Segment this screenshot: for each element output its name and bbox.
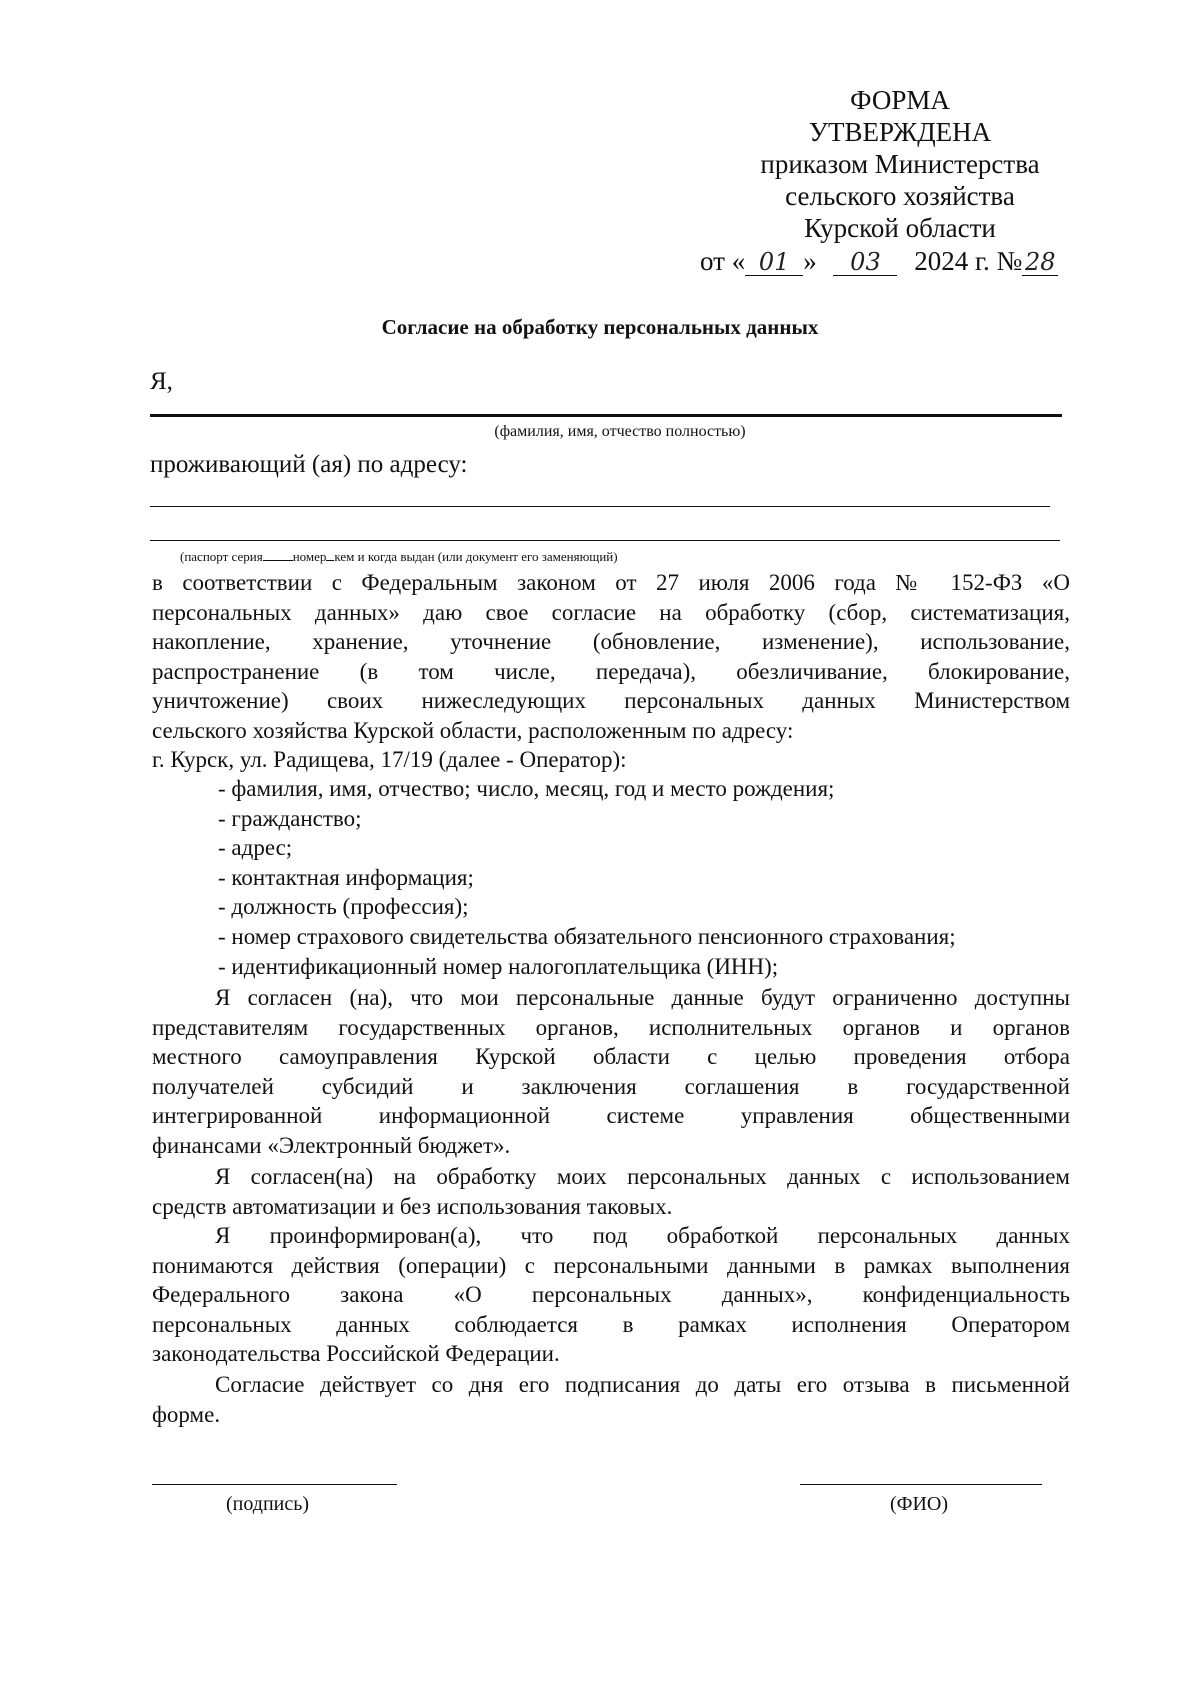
fio-line	[150, 414, 1062, 417]
date-day: 01	[745, 249, 803, 276]
paragraph-line: местного самоуправления Курской области с целью проведения отбора	[152, 1044, 1070, 1069]
passport-issued-label: кем и когда выдан (или документ его заменяющий)	[334, 549, 618, 564]
validity-paragraph	[152, 1370, 1070, 1429]
approval-line: Курской области	[804, 213, 996, 243]
list-item: - контактная информация;	[218, 864, 474, 890]
list-item: - гражданство;	[218, 805, 362, 831]
passport-series-blank	[263, 560, 293, 561]
paragraph-line: Я проинформирован(а), что под обработкой персональных данных	[215, 1223, 1070, 1248]
paragraph-line: Согласие действует со дня его подписания до даты его отзыва в письменной	[215, 1372, 1070, 1397]
paragraph-line: представителям государственных органов, исполнительных органов и органов	[152, 1014, 1070, 1040]
approval-line: приказом Министерства	[760, 149, 1040, 179]
paragraph-line: интегрированной информационной системе управления общественными	[152, 1103, 1070, 1128]
date-month: 03	[833, 249, 897, 276]
passport-series-label: (паспорт серия	[180, 549, 263, 564]
list-item: - фамилия, имя, отчество; число, месяц, год и место рождения;	[218, 776, 835, 801]
paragraph-line: понимаются действия (операции) с персональными данными в рамках выполнения	[152, 1252, 1070, 1278]
paragraph-line: средств автоматизации и без использования таковых.	[152, 1193, 673, 1219]
passport-caption	[180, 549, 618, 565]
paragraph-line: Я согласен (на), что мои персональные данные будут ограниченно доступны	[215, 985, 1070, 1010]
paragraph-line: Федерального закона «О персональных данных», конфиденциальность	[152, 1282, 1070, 1307]
document-title: Согласие на обработку персональных данных	[381, 315, 819, 339]
fio-signature-line	[800, 1484, 1042, 1485]
fio-caption: (фамилия, имя, отчество полностью)	[494, 423, 746, 440]
paragraph-line: персональных данных соблюдается в рамках исполнения Оператором	[152, 1311, 1070, 1337]
paragraph-line: в соответствии с Федеральным законом от 27 июля 2006 года № 152-ФЗ «О	[152, 570, 1070, 595]
personal-data-list	[218, 774, 956, 981]
paragraph-line: распространение (в том числе, передача), обезличивание, блокирование,	[152, 658, 1070, 684]
informed-paragraph	[152, 1221, 1070, 1369]
approval-date	[700, 246, 1058, 277]
intro-text: Я,	[150, 368, 173, 395]
paragraph-line: уничтожение) своих нижеследующих персональных данных Министерством	[152, 688, 1070, 713]
access-paragraph	[152, 983, 1070, 1160]
paragraph-line: финансами «Электронный бюджет».	[152, 1132, 511, 1158]
list-item: - идентификационный номер налогоплательщика (ИНН);	[218, 953, 779, 979]
approval-line: ФОРМА	[850, 85, 950, 115]
address-line-2	[150, 540, 1060, 541]
date-prefix: от «	[700, 246, 746, 276]
consent-paragraph	[152, 568, 1070, 775]
operator-address: г. Курск, ул. Радищева, 17/19 (далее - Оператор):	[152, 747, 627, 772]
signature-caption: (подпись)	[226, 1493, 310, 1515]
list-item: - должность (профессия);	[218, 894, 469, 920]
automation-paragraph	[152, 1162, 1070, 1221]
paragraph-line: получателей субсидий и заключения соглашения в государственной	[152, 1073, 1070, 1099]
address-label: проживающий (ая) по адресу:	[150, 451, 468, 478]
approval-line: УТВЕРЖДЕНА	[808, 117, 992, 147]
approval-line: сельского хозяйства	[785, 181, 1015, 211]
order-number: 28	[1022, 249, 1058, 276]
paragraph-line: сельского хозяйства Курской области, расположенным по адресу:	[152, 717, 794, 743]
address-line-1	[150, 506, 1050, 507]
paragraph-line: накопление, хранение, уточнение (обновление, изменение), использование,	[152, 629, 1070, 654]
list-item: - адрес;	[218, 835, 293, 861]
paragraph-line: Я согласен(на) на обработку моих персональных данных с использованием	[215, 1164, 1070, 1189]
paragraph-line: персональных данных» даю свое согласие на обработку (сбор, систематизация,	[152, 599, 1070, 625]
passport-number-label: номер	[292, 549, 327, 564]
paragraph-line: законодательства Российской Федерации.	[152, 1341, 560, 1366]
signature-line	[152, 1484, 397, 1485]
list-item: - номер страхового свидетельства обязательного пенсионного страхования;	[218, 923, 956, 949]
approval-block	[680, 84, 1120, 244]
date-mid: »	[803, 246, 817, 276]
fio-short-caption: (ФИО)	[890, 1493, 949, 1515]
date-year: 2024 г. №	[914, 246, 1023, 276]
paragraph-line: форме.	[152, 1401, 221, 1427]
